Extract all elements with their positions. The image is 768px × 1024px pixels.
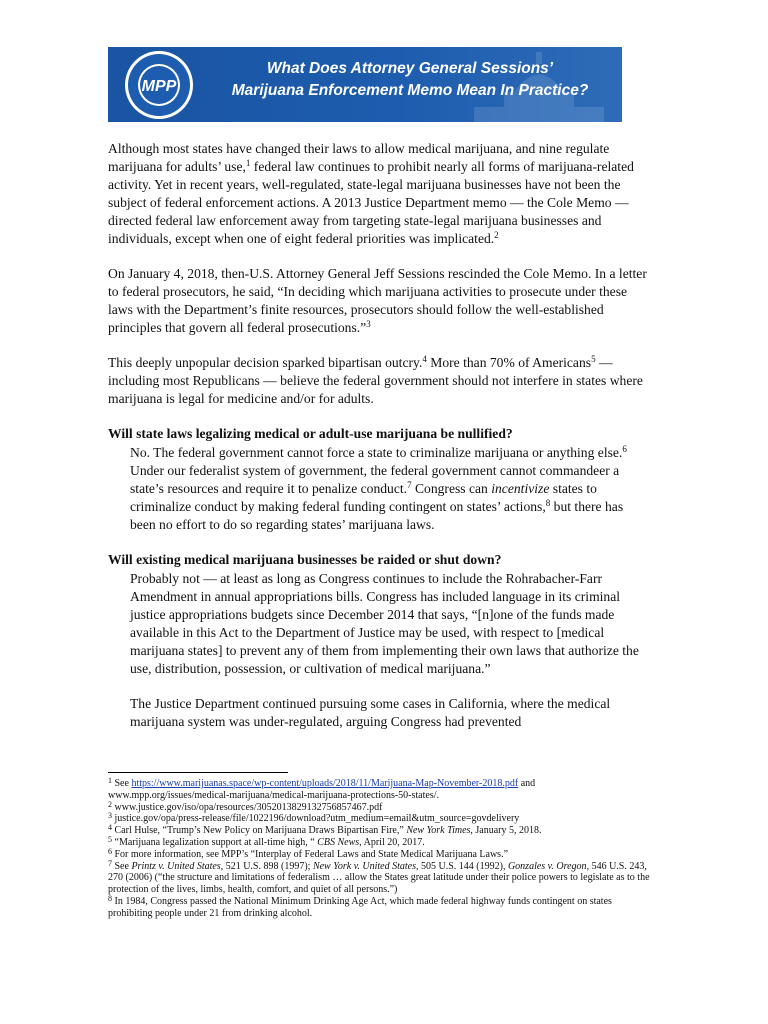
footnote-4: $^4$ Carl Hulse, “Trump’s New Policy on Marijuana Draws Bipartisan Fire,” New York Times, January 5, 2018. bbox=[108, 823, 542, 837]
footnote-5: $^5$ “Marijuana legalization support at all-time high, “ CBS News, April 20, 2017. bbox=[108, 834, 425, 848]
paragraph-intro: Although most states have changed their laws to allow medical marijuana, and nine regulate marijuana for adults’ use,$^1$ federal law continues to prohibit nearly all forms of marijuana-related activity. Yet in recent years, well-regulated, state-legal marijuana businesses have not been the subject of federal enforcement actions. A 2013 Justice Department memo — the Cole Memo — directed federal law enforcement away from targeting state-legal marijuana businesses and individuals, except when one of eight federal priorities was implicated.$^2$ bbox=[108, 141, 634, 246]
footnote-ref[interactable]: 7 bbox=[407, 480, 412, 490]
footnote-2: $^2$ www.justice.gov/iso/opa/resources/3052013829132756857467.pdf bbox=[108, 799, 383, 813]
question-heading: Will existing medical marijuana businesses be raided or shut down? bbox=[108, 552, 502, 567]
mpp-logo-icon bbox=[124, 50, 194, 120]
footnote-ref[interactable]: 2 bbox=[494, 230, 499, 240]
footnote-6: $^6$ For more information, see MPP’s “Interplay of Federal Laws and State Medical Marijuana Laws.” bbox=[108, 846, 509, 860]
document-body bbox=[108, 140, 648, 748]
footnotes bbox=[108, 778, 656, 920]
page-title: What Does Attorney General Sessions’ Marijuana Enforcement Memo Mean In Practice? bbox=[231, 60, 589, 99]
logo-text: MPP bbox=[141, 78, 177, 95]
footnote-ref[interactable]: 6 bbox=[622, 444, 627, 454]
footnote-divider bbox=[108, 772, 288, 773]
footnote-1: $^1$ See https://www.marijuanas.space/wp-content/uploads/2018/11/Marijuana-Map-November-2018.pdf and www.mpp.org/issues/medical-marijuana/medical-marijuana-protections-50-states/. bbox=[108, 776, 536, 801]
footnote-3: $^3$ justice.gov/opa/press-release/file/1022196/download?utm_medium=email&utm_source=govdelivery bbox=[108, 811, 520, 825]
footnote-7: $^7$ See Printz v. United States, 521 U.S. 898 (1997); New York v. United States, 505 U.S. 144 (1992), Gonzales v. Oregon, 546 U.S. 243, 270 (2006) (“the structure and limitations of federalism … allow the States great latitude under their police powers to legislate as to the protection of the lives, limbs, health, comfort, and quiet of all persons.”) bbox=[108, 858, 650, 896]
answer-block: No. The federal government cannot force a state to criminalize marijuana or anything else.$^6$ Under our federalist system of government, the federal government cannot commandeer a state’s resources and require it to penalize conduct.$^7$ Congress can incentivize states to criminalize conduct by making federal funding contingent on states’ actions,$^8$ but there has been no effort to do so regarding states’ marijuana laws. bbox=[130, 444, 627, 532]
paragraph-sessions: On January 4, 2018, then-U.S. Attorney General Jeff Sessions rescinded the Cole Memo. In a letter to federal prosecutors, he said, “In deciding which marijuana activities to prosecute under these laws with the Department’s finite resources, prosecutors should follow the well-established principles that govern all federal prosecutions.”$^3$ bbox=[108, 266, 647, 335]
footnote-ref[interactable]: 4 bbox=[422, 354, 427, 364]
footnote-ref[interactable]: 1 bbox=[245, 158, 251, 168]
footnote-ref[interactable]: 5 bbox=[591, 354, 596, 364]
question-heading: Will state laws legalizing medical or adult-use marijuana be nullified? bbox=[108, 426, 513, 441]
paragraph-outcry: This deeply unpopular decision sparked bipartisan outcry.$^4$ More than 70% of Americans$^5$ — including most Republicans — believe the federal government should not interfere in states where marijuana is legal for medicine and/or for adults. bbox=[108, 354, 643, 406]
footnote-link[interactable]: https://www.marijuanas.space/wp-content/uploads/2018/11/Marijuana-Map-November-2018.pdf bbox=[131, 778, 519, 789]
answer-block: Probably not — at least as long as Congress continues to include the Rohrabacher-Farr Amendment in annual appropriations bills. Congress has included language in its criminal justice appropriations budgets since December 2014 that says, “[n]one of the funds made available in this Act to the Department of Justice may be used, with respect to [medical marijuana states] to prevent any of them from implementing their own laws that authorize the use, distribution, possession, or cultivation of medical marijuana.” The Justice Department continued pursuing some cases in California, where the medical marijuana system was under-regulated, arguing Congress had prevented bbox=[130, 571, 639, 729]
footnote-8: $^8$ In 1984, Congress passed the National Minimum Drinking Age Act, which made federal highway funds contingent on states prohibiting people under 21 from drinking alcohol. bbox=[108, 893, 612, 919]
footnote-ref[interactable]: 3 bbox=[366, 319, 371, 329]
footnote-ref[interactable]: 8 bbox=[545, 498, 551, 508]
